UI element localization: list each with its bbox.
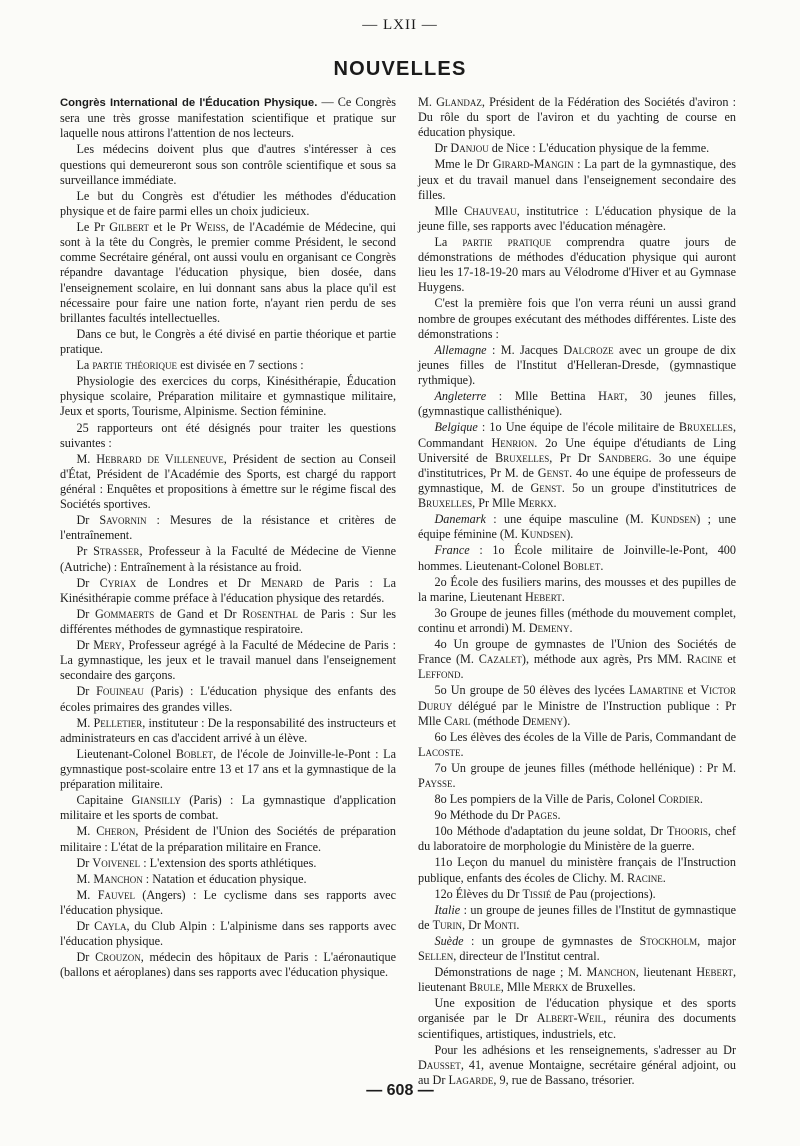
paragraph: Les médecins doivent plus que d'autres s'intéresser à ces questions qui demeureront sous son contrôle scientifique et sous sa surveillance immédiate.: [60, 142, 396, 187]
paragraph: Dr Gommaerts de Gand et Dr Rosenthal de Paris : Sur les différentes méthodes de gymnastique respiratoire.: [60, 606, 397, 636]
right-column: [418, 95, 736, 1089]
paragraph: Démonstrations de nage ; M. Manchon, lieutenant Hebert, lieutenant Brule, Mlle Merkx de Bruxelles.: [418, 965, 736, 995]
paragraph: Le Pr Gilbert et le Pr Weiss, de l'Académie de Médecine, qui sont à la tête du Congrès, le premier comme Président, le second comme Secrétaire général, ont aussi voulu en organisant ce Congrès répandre davantage l'éducation physique, bien dosée, dans l'enseignement scolaire, en lui donnant sans abus la place qu'il est nécessaire pour faire une nation forte, n'ayant rien perdu de ses brillantes facultés intellectuelles.: [60, 219, 396, 325]
paragraph: Capitaine Giansilly (Paris) : La gymnastique d'application militaire et les sports de combat.: [60, 793, 396, 823]
paragraph: Dr Mery, Professeur agrégé à la Faculté de Médecine de Paris : La gymnastique, les jeux et le travail manuel dans l'enseignement secondaire des garçons.: [60, 638, 396, 683]
paragraph: M. Hebrard de Villeneuve, Président de section au Conseil d'État, Président de l'Académie des Sports, est chargé du rapport général : Enquêtes et propositions à émettre sur le régime fiscal des Sociétés sportives.: [60, 451, 396, 512]
paragraph: Suède : un groupe de gymnastes de Stockholm, major Sellen, directeur de l'Institut central.: [418, 933, 736, 964]
paragraph: C'est la première fois que l'on verra réuni un aussi grand nombre de groupes exécutant des méthodes différentes. Liste des démonstrations :: [418, 296, 736, 341]
paragraph: Mlle Chauveau, institutrice : L'éducation physique de la jeune fille, ses rapports avec l'éducation ménagère.: [418, 203, 736, 233]
paragraph: Dr Fouineau (Paris) : L'éducation physique des enfants des écoles primaires des grandes villes.: [60, 684, 396, 714]
paragraph: M. Cheron, Président de l'Union des Sociétés de préparation militaire : L'état de la préparation militaire en France.: [60, 824, 396, 854]
paragraph: 2o École des fusiliers marins, des mousses et des pupilles de la marine, Lieutenant Hebert.: [418, 574, 736, 604]
paragraph: La partie pratique comprendra quatre jours de démonstrations de méthodes d'éducation physique qui auront lieu les 17-18-19-20 mars au Vélodrome d'Hiver et au Gymnase Huygens.: [418, 234, 736, 295]
paragraph: 8o Les pompiers de la Ville de Paris, Colonel Cordier.: [434, 792, 703, 807]
page-heading: NOUVELLES: [333, 58, 467, 80]
paragraph: Belgique : 1o Une équipe de l'école militaire de Bruxelles, Commandant Henrion. 2o Une équipe d'étudiants de Ling Université de Bruxelles, Pr Dr Sandberg. 3o une équipe d'institutrices, Pr M. de Genst. 4o une équipe de professeurs de gymnastique, M. de Genst. 5o un groupe d'institutrices de Bruxelles, Pr Mlle Merkx.: [418, 420, 736, 511]
left-column: [60, 95, 396, 981]
paragraph: Dr Danjou de Nice : L'éducation physique de la femme.: [434, 141, 710, 156]
article-title: Congrès International de l'Éducation Physique.: [60, 97, 318, 109]
paragraph: Physiologie des exercices du corps, Kinésithérapie, Éducation physique scolaire, Préparation militaire et gymnastique militaire, Jeux et sports, Tourisme, Alpinisme. Section féminine.: [60, 374, 396, 419]
paragraph: 5o Un groupe de 50 élèves des lycées Lamartine et Victor Duruy délégué par le Ministre de l'Instruction publique : Pr Mlle Carl (méthode Demeny).: [418, 683, 737, 728]
paragraph: M. Glandaz, Président de la Fédération des Sociétés d'aviron : Du rôle du sport de l'aviron et du yachting de course en éducation physique.: [418, 95, 736, 140]
paragraph: Dr Crouzon, médecin des hôpitaux de Paris : L'aéronautique (ballons et aéroplanes) dans ses rapports avec l'éducation physique.: [60, 950, 396, 980]
paragraph: 4o Un groupe de gymnastes de l'Union des Sociétés de France (M. Cazalet), méthode aux agrès, Prs MM. Racine et Leffond.: [418, 637, 736, 682]
page-number: — 608 —: [366, 1082, 434, 1099]
paragraph: Danemark : une équipe masculine (M. Kundsen) ; une équipe féminine (M. Kundsen).: [418, 512, 736, 542]
paragraph: Mme le Dr Girard-Mangin : La part de la gymnastique, des jeux et du travail manuel dans l'enseignement secondaire des filles.: [418, 157, 736, 202]
paragraph: 9o Méthode du Dr Pages.: [434, 808, 561, 823]
paragraph: Dans ce but, le Congrès a été divisé en partie théorique et partie pratique.: [60, 326, 396, 357]
paragraph: Pr Strasser, Professeur à la Faculté de Médecine de Vienne (Autriche) : Entraînement à la résistance au froid.: [60, 544, 396, 574]
paragraph: 12o Élèves du Dr Tissié de Pau (projections).: [434, 886, 656, 901]
paragraph: France : 1o École militaire de Joinville-le-Pont, 400 hommes. Lieutenant-Colonel Boblet.: [418, 543, 736, 573]
paragraph: M. Fauvel (Angers) : Le cyclisme dans ses rapports avec l'éducation physique.: [60, 887, 396, 917]
paragraph: Dr Savornin : Mesures de la résistance et critères de l'entraînement.: [60, 513, 396, 543]
paragraph: Une exposition de l'éducation physique et des sports organisée par le Dr Albert-Weil, réunira des documents scientifiques, artistiques, industriels, etc.: [418, 996, 736, 1041]
paragraph: Le but du Congrès est d'étudier les méthodes d'éducation physique et de faire parmi elles un choix judicieux.: [60, 188, 396, 218]
roman-folio: — LXII —: [362, 17, 438, 33]
paragraph: Italie : un groupe de jeunes filles de l'Institut de gymnastique de Turin, Dr Monti.: [418, 902, 736, 932]
paragraph: Lieutenant-Colonel Boblet, de l'école de Joinville-le-Pont : La gymnastique post-scolaire entre 13 et 17 ans et la gymnastique de la préparation militaire.: [60, 746, 396, 792]
paragraph: Angleterre : Mlle Bettina Hart, 30 jeunes filles, (gymnastique callisthénique).: [418, 389, 736, 419]
paragraph: 7o Un groupe de jeunes filles (méthode hellénique) : Pr M. Paysse.: [418, 760, 736, 791]
paragraph: 3o Groupe de jeunes filles (méthode du mouvement complet, continu et arrondi) M. Demeny.: [418, 605, 736, 635]
paragraph: Congrès International de l'Éducation Physique. — Ce Congrès sera une très grosse manifestation scientifique et pratique sur laquelle nous attirons l'attention de nos lecteurs.: [60, 95, 396, 141]
paragraph: Dr Cayla, du Club Alpin : L'alpinisme dans ses rapports avec l'éducation physique.: [60, 918, 396, 949]
paragraph: 6o Les élèves des écoles de la Ville de Paris, Commandant de Lacoste.: [418, 729, 736, 759]
paragraph: Dr Cyriax de Londres et Dr Menard de Paris : La Kinésithérapie comme préface à l'éducation physique des retardés.: [60, 575, 396, 605]
paragraph: 10o Méthode d'adaptation du jeune soldat, Dr Thooris, chef du laboratoire de morphologie du Ministère de la guerre.: [418, 824, 736, 854]
paragraph: 11o Leçon du manuel du ministère français de l'Instruction publique, enfants des écoles de Clichy. M. Racine.: [418, 855, 736, 885]
paragraph: M. Pelletier, instituteur : De la responsabilité des instructeurs et administrateurs en cas d'accident arrivé à un élève.: [60, 715, 396, 745]
paragraph: Allemagne : M. Jacques Dalcroze avec un groupe de dix jeunes filles de l'Institut d'Helleran-Dresde, (gymnastique rythmique).: [418, 342, 737, 388]
paragraph: Pour les adhésions et les renseignements, s'adresser au Dr Dausset, 41, avenue Montaigne, secrétaire général adjoint, ou au Dr Lagarde, 9, rue de Bassano, trésorier.: [418, 1042, 736, 1087]
paragraph: La partie théorique est divisée en 7 sections :: [76, 358, 304, 373]
paragraph: Dr Voivenel : L'extension des sports athlétiques.: [76, 855, 317, 870]
paragraph: M. Manchon : Natation et éducation physique.: [76, 871, 307, 886]
paragraph: 25 rapporteurs ont été désignés pour traiter les questions suivantes :: [60, 420, 396, 450]
